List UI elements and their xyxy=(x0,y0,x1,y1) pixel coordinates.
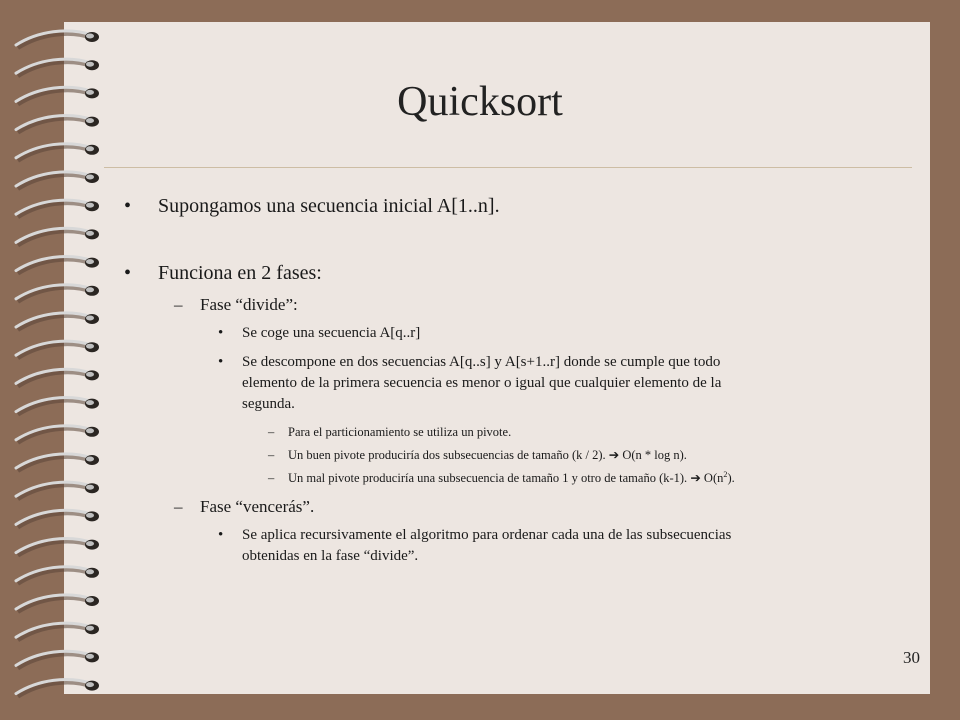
bullet-icon: • xyxy=(124,262,132,284)
page-number: 30 xyxy=(903,648,920,667)
note-line xyxy=(288,469,735,487)
sub-bullet-text: Se aplica recursivamente el algoritmo para ordenar cada una de las subsecuencias xyxy=(242,527,732,543)
note-text: Un mal pivote produciría una subsecuencia de tamaño 1 y otro de tamaño (k-1). xyxy=(288,471,688,485)
dash-icon: – xyxy=(268,425,275,439)
dash-icon: – xyxy=(268,448,275,462)
dash-icon: – xyxy=(174,497,183,516)
slide-title: Quicksort xyxy=(397,79,563,125)
note-text: Un buen pivote produciría dos subsecuencias de tamaño (k / 2). xyxy=(288,448,606,462)
note-result: O(n * log n). xyxy=(622,448,687,462)
sub-bullet-text: Se descompone en dos secuencias A[q..s] y A[s+1..r] donde se cumple que todo xyxy=(242,354,721,370)
bullet-icon: • xyxy=(124,195,132,217)
note-result: $O(n^2)$. xyxy=(703,469,735,485)
sub-bullet-text: segunda. xyxy=(242,396,295,412)
sub-bullet-text: Se coge una secuencia A[q..r] xyxy=(242,325,421,341)
sub-bullet-text: obtenidas en la fase “divide”. xyxy=(242,548,419,564)
bullet-text: Supongamos una secuencia inicial A[1..n]. xyxy=(158,195,500,217)
bullet-icon: • xyxy=(218,527,224,543)
arrow-icon: ➔ xyxy=(608,448,620,462)
phase-conquer-label: Fase “vencerás”. xyxy=(200,497,315,516)
bullet-icon: • xyxy=(218,325,224,341)
sub-bullet-text: elemento de la primera secuencia es menor o igual que cualquier elemento de la xyxy=(242,375,722,391)
note-line xyxy=(288,446,687,464)
bullet-icon: • xyxy=(218,354,224,370)
note-text: Para el particionamiento se utiliza un pivote. xyxy=(288,425,512,439)
dash-icon: – xyxy=(268,471,275,485)
dash-icon: – xyxy=(174,295,183,314)
bullet-text: Funciona en 2 fases: xyxy=(158,262,322,284)
phase-divide-label: Fase “divide”: xyxy=(200,295,298,314)
arrow-icon: ➔ xyxy=(690,471,701,485)
